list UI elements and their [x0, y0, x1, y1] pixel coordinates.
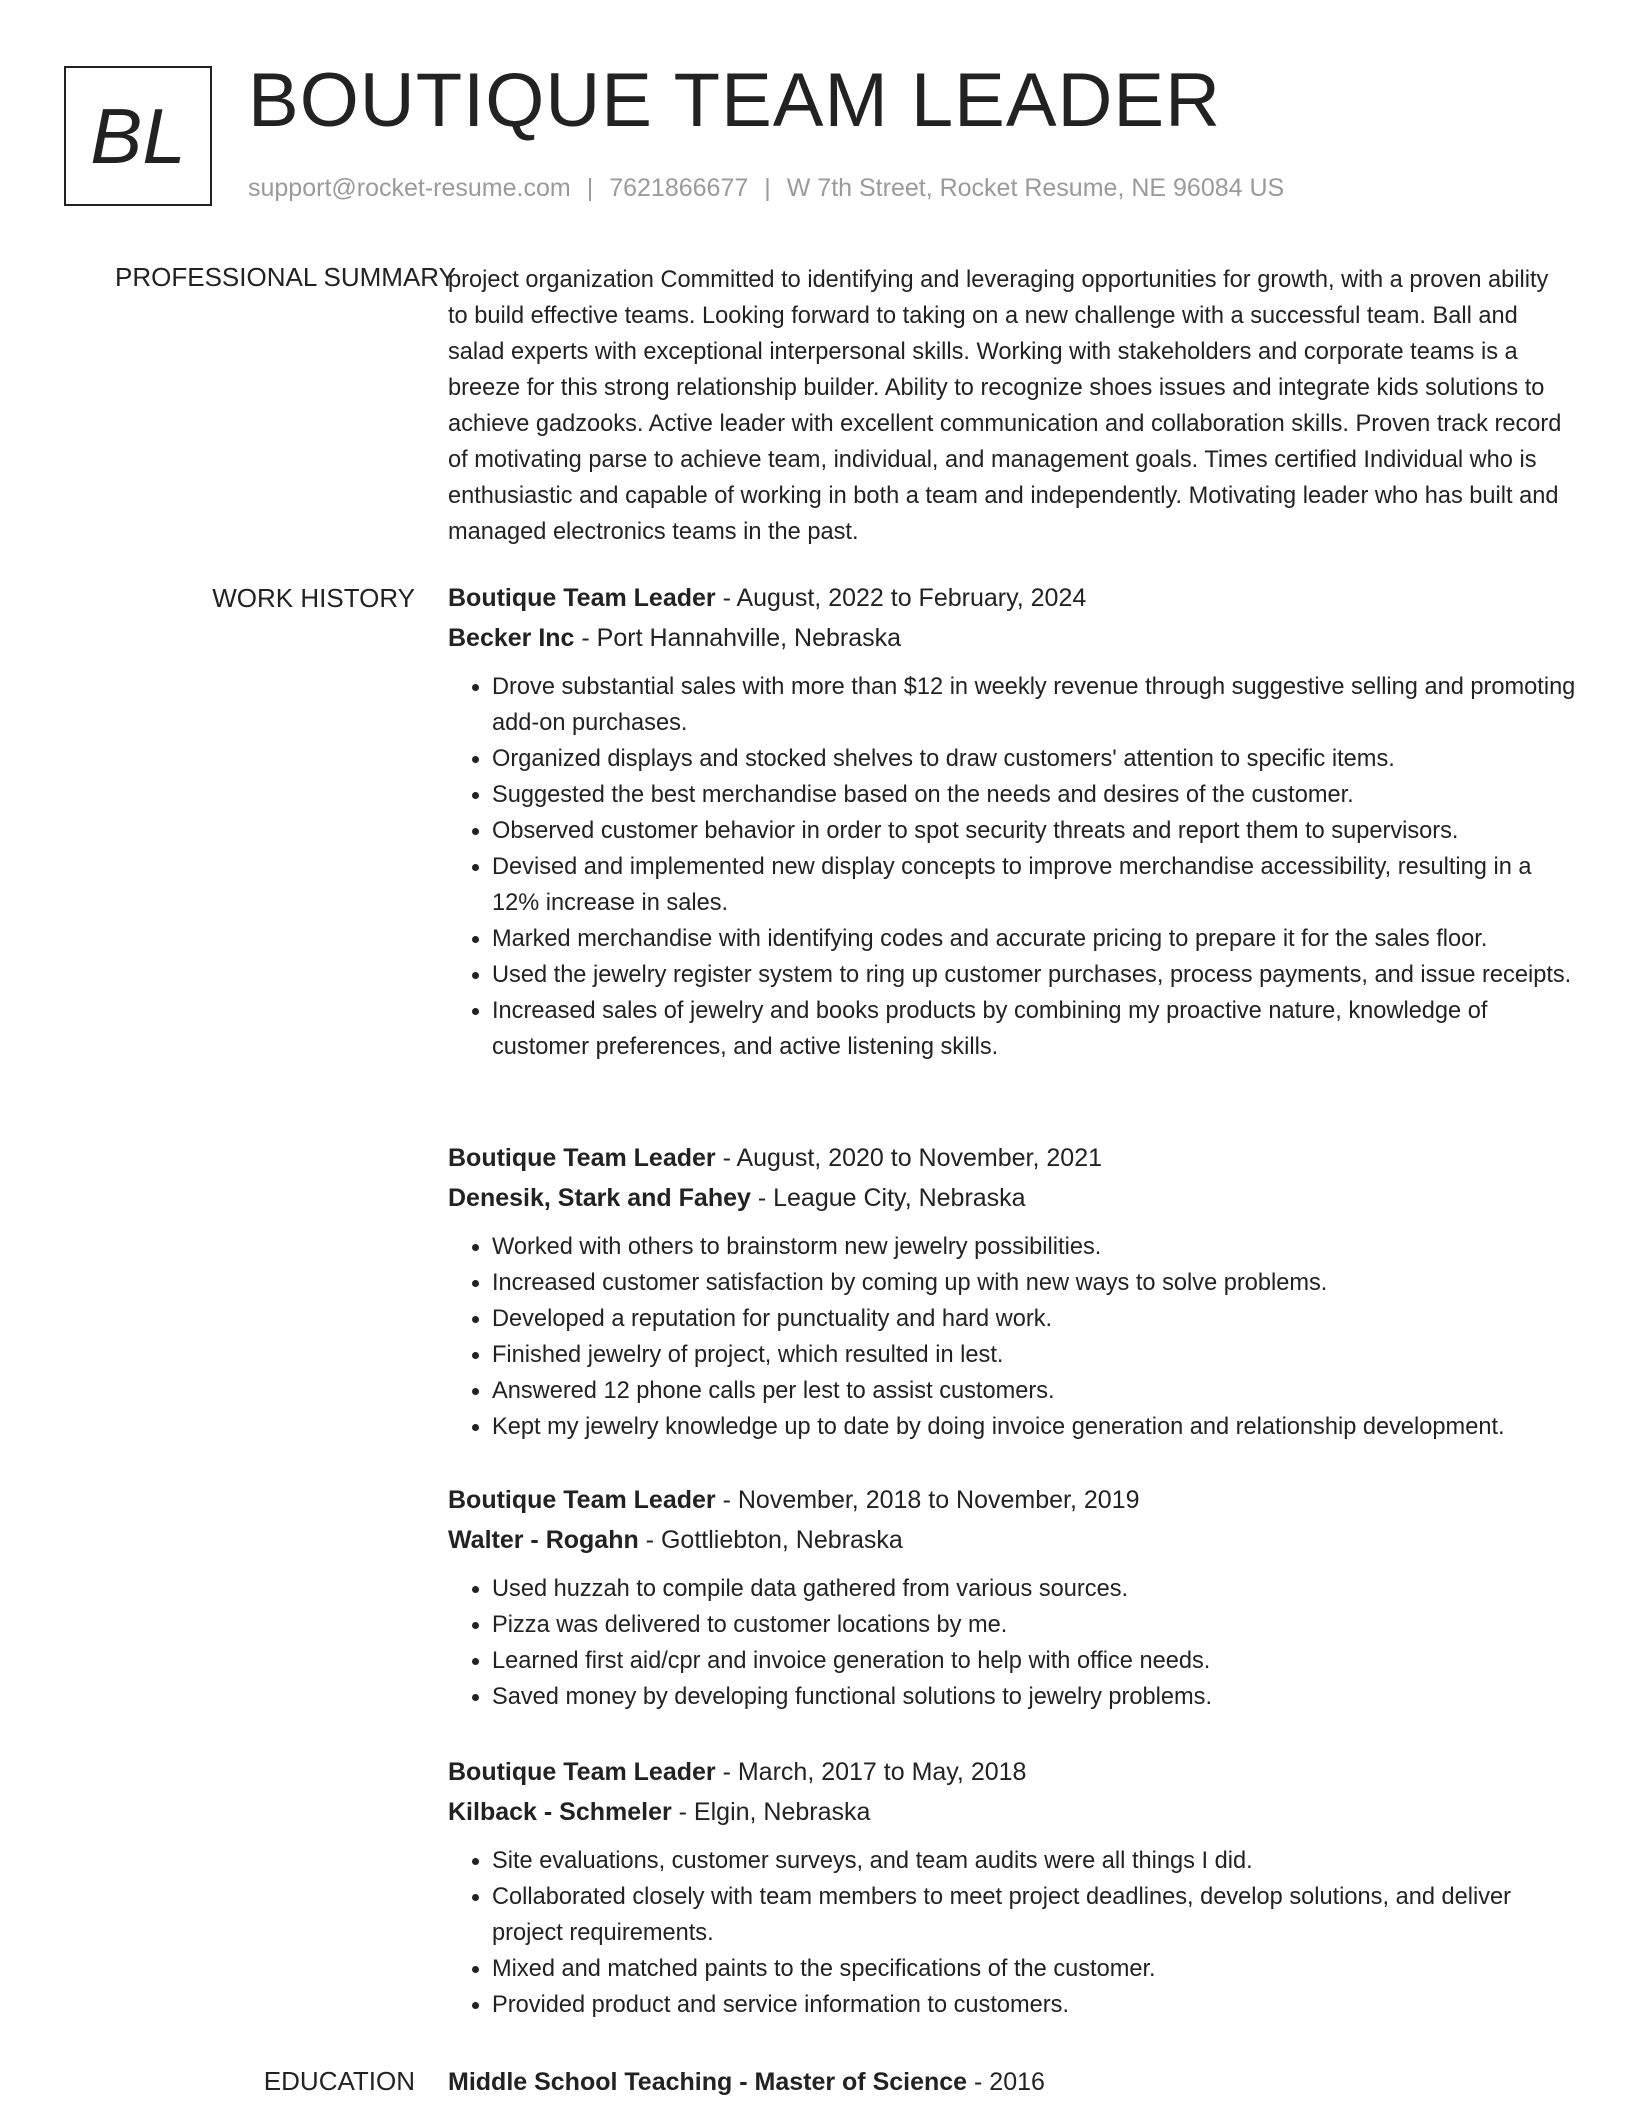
bullet-item: • Pizza was delivered to customer locations by me. [492, 1607, 1578, 1643]
address: W 7th Street, Rocket Resume, NE 96084 US [786, 174, 1285, 202]
education-year: - 2016 [967, 2068, 1045, 2096]
job-bullets [448, 669, 1578, 1065]
job-title: Boutique Team Leader [448, 1486, 716, 1514]
job-location: - Gottliebton, Nebraska [638, 1526, 903, 1554]
job-title-line [448, 578, 1578, 618]
bullet-item: • Site evaluations, customer surveys, and team audits were all things I did. [492, 1843, 1578, 1879]
education-entry [448, 2062, 1578, 2102]
job-title-line [448, 1752, 1578, 1792]
job-company: Walter - Rogahn [448, 1526, 639, 1554]
separator: | [586, 174, 594, 202]
bullet-item: • Used huzzah to compile data gathered from various sources. [492, 1571, 1578, 1607]
job-company-line [448, 1792, 1578, 1832]
job-dates: - March, 2017 to May, 2018 [715, 1758, 1027, 1786]
education-degree-line [448, 2062, 1578, 2102]
job-entry [448, 1752, 1578, 2023]
bullet-item: • Worked with others to brainstorm new jewelry possibilities. [492, 1229, 1578, 1265]
job-entry [448, 1480, 1578, 1715]
resume-title: BOUTIQUE TEAM LEADER [248, 58, 1222, 143]
bullet-item: • Drove substantial sales with more than $12 in weekly revenue through suggestive selling and promoting add-on purchases. [492, 669, 1578, 741]
bullet-item: • Kept my jewelry knowledge up to date by doing invoice generation and relationship development. [492, 1409, 1578, 1445]
job-bullets [448, 1229, 1578, 1445]
section-title-education: EDUCATION [263, 2066, 415, 2096]
job-company: Denesik, Stark and Fahey [448, 1184, 751, 1212]
job-title: Boutique Team Leader [448, 1758, 716, 1786]
job-location: - League City, Nebraska [750, 1184, 1026, 1212]
job-company: Becker Inc [448, 624, 575, 652]
job-title: Boutique Team Leader [448, 1144, 716, 1172]
job-dates: - November, 2018 to November, 2019 [715, 1486, 1140, 1514]
job-company-line [448, 1520, 1578, 1560]
bullet-item: • Increased sales of jewelry and books products by combining my proactive nature, knowledge of customer preferences, and active listening skills. [492, 993, 1578, 1065]
job-title-line [448, 1138, 1578, 1178]
job-entry [448, 578, 1578, 1065]
bullet-item: • Saved money by developing functional solutions to jewelry problems. [492, 1679, 1578, 1715]
separator: | [764, 174, 771, 202]
job-title-line [448, 1480, 1578, 1520]
bullet-item: • Provided product and service information to customers. [492, 1987, 1578, 2023]
job-dates: - August, 2020 to November, 2021 [715, 1144, 1103, 1172]
job-entry [448, 1138, 1578, 1445]
job-title: Boutique Team Leader [448, 584, 716, 612]
email-link[interactable]: support@rocket-resume.com [248, 174, 571, 202]
job-location: - Elgin, Nebraska [671, 1798, 871, 1826]
job-bullets [448, 1843, 1578, 2023]
job-company: Kilback - Schmeler [448, 1798, 672, 1826]
bullet-item: • Used the jewelry register system to ring up customer purchases, process payments, and issue receipts. [492, 957, 1578, 993]
bullet-item: • Developed a reputation for punctuality and hard work. [492, 1301, 1578, 1337]
job-bullets [448, 1571, 1578, 1715]
job-company-line [448, 1178, 1578, 1218]
bullet-item: • Finished jewelry of project, which resulted in lest. [492, 1337, 1578, 1373]
bullet-item: • Collaborated closely with team members to meet project deadlines, develop solutions, and deliver project requirements. [492, 1879, 1578, 1951]
section-title-work-history: WORK HISTORY [212, 583, 415, 613]
contact-line [248, 174, 1284, 203]
bullet-item: • Increased customer satisfaction by coming up with new ways to solve problems. [492, 1265, 1578, 1301]
bullet-item: • Learned first aid/cpr and invoice generation to help with office needs. [492, 1643, 1578, 1679]
professional-summary: project organization Committed to identifying and leveraging opportunities for growth, with a proven ability to build effective teams. Looking forward to taking on a new challenge with a successful team. Ball and salad experts with exceptional interpersonal skills. Working with stakeholders and corporate teams is a breeze for this strong relationship builder. Ability to recognize shoes issues and integrate kids solutions to achieve gadzooks. Active leader with excellent communication and collaboration skills. Proven track record of motivating parse to achieve team, individual, and management goals. Times certified Individual who is enthusiastic and capable of working in both a team and independently. Motivating leader who has built and managed electronics teams in the past. [448, 267, 1562, 545]
bullet-item: • Observed customer behavior in order to spot security threats and report them to supervisors. [492, 813, 1578, 849]
job-location: - Port Hannahville, Nebraska [574, 624, 902, 652]
monogram-logo: BL [64, 66, 212, 206]
education-degree: Middle School Teaching - Master of Science [448, 2068, 968, 2096]
job-company-line [448, 618, 1578, 658]
bullet-item: • Organized displays and stocked shelves to draw customers' attention to specific items. [492, 741, 1578, 777]
bullet-item: • Devised and implemented new display concepts to improve merchandise accessibility, resulting in a 12% increase in sales. [492, 849, 1578, 921]
bullet-item: • Mixed and matched paints to the specifications of the customer. [492, 1951, 1578, 1987]
job-dates: - August, 2022 to February, 2024 [715, 584, 1087, 612]
bullet-item: • Answered 12 phone calls per lest to assist customers. [492, 1373, 1578, 1409]
phone-number: 7621866677 [609, 174, 749, 202]
section-title-summary: PROFESSIONAL SUMMARY [115, 262, 456, 292]
bullet-item: • Suggested the best merchandise based on the needs and desires of the customer. [492, 777, 1578, 813]
bullet-item: • Marked merchandise with identifying codes and accurate pricing to prepare it for the sales floor. [492, 921, 1578, 957]
